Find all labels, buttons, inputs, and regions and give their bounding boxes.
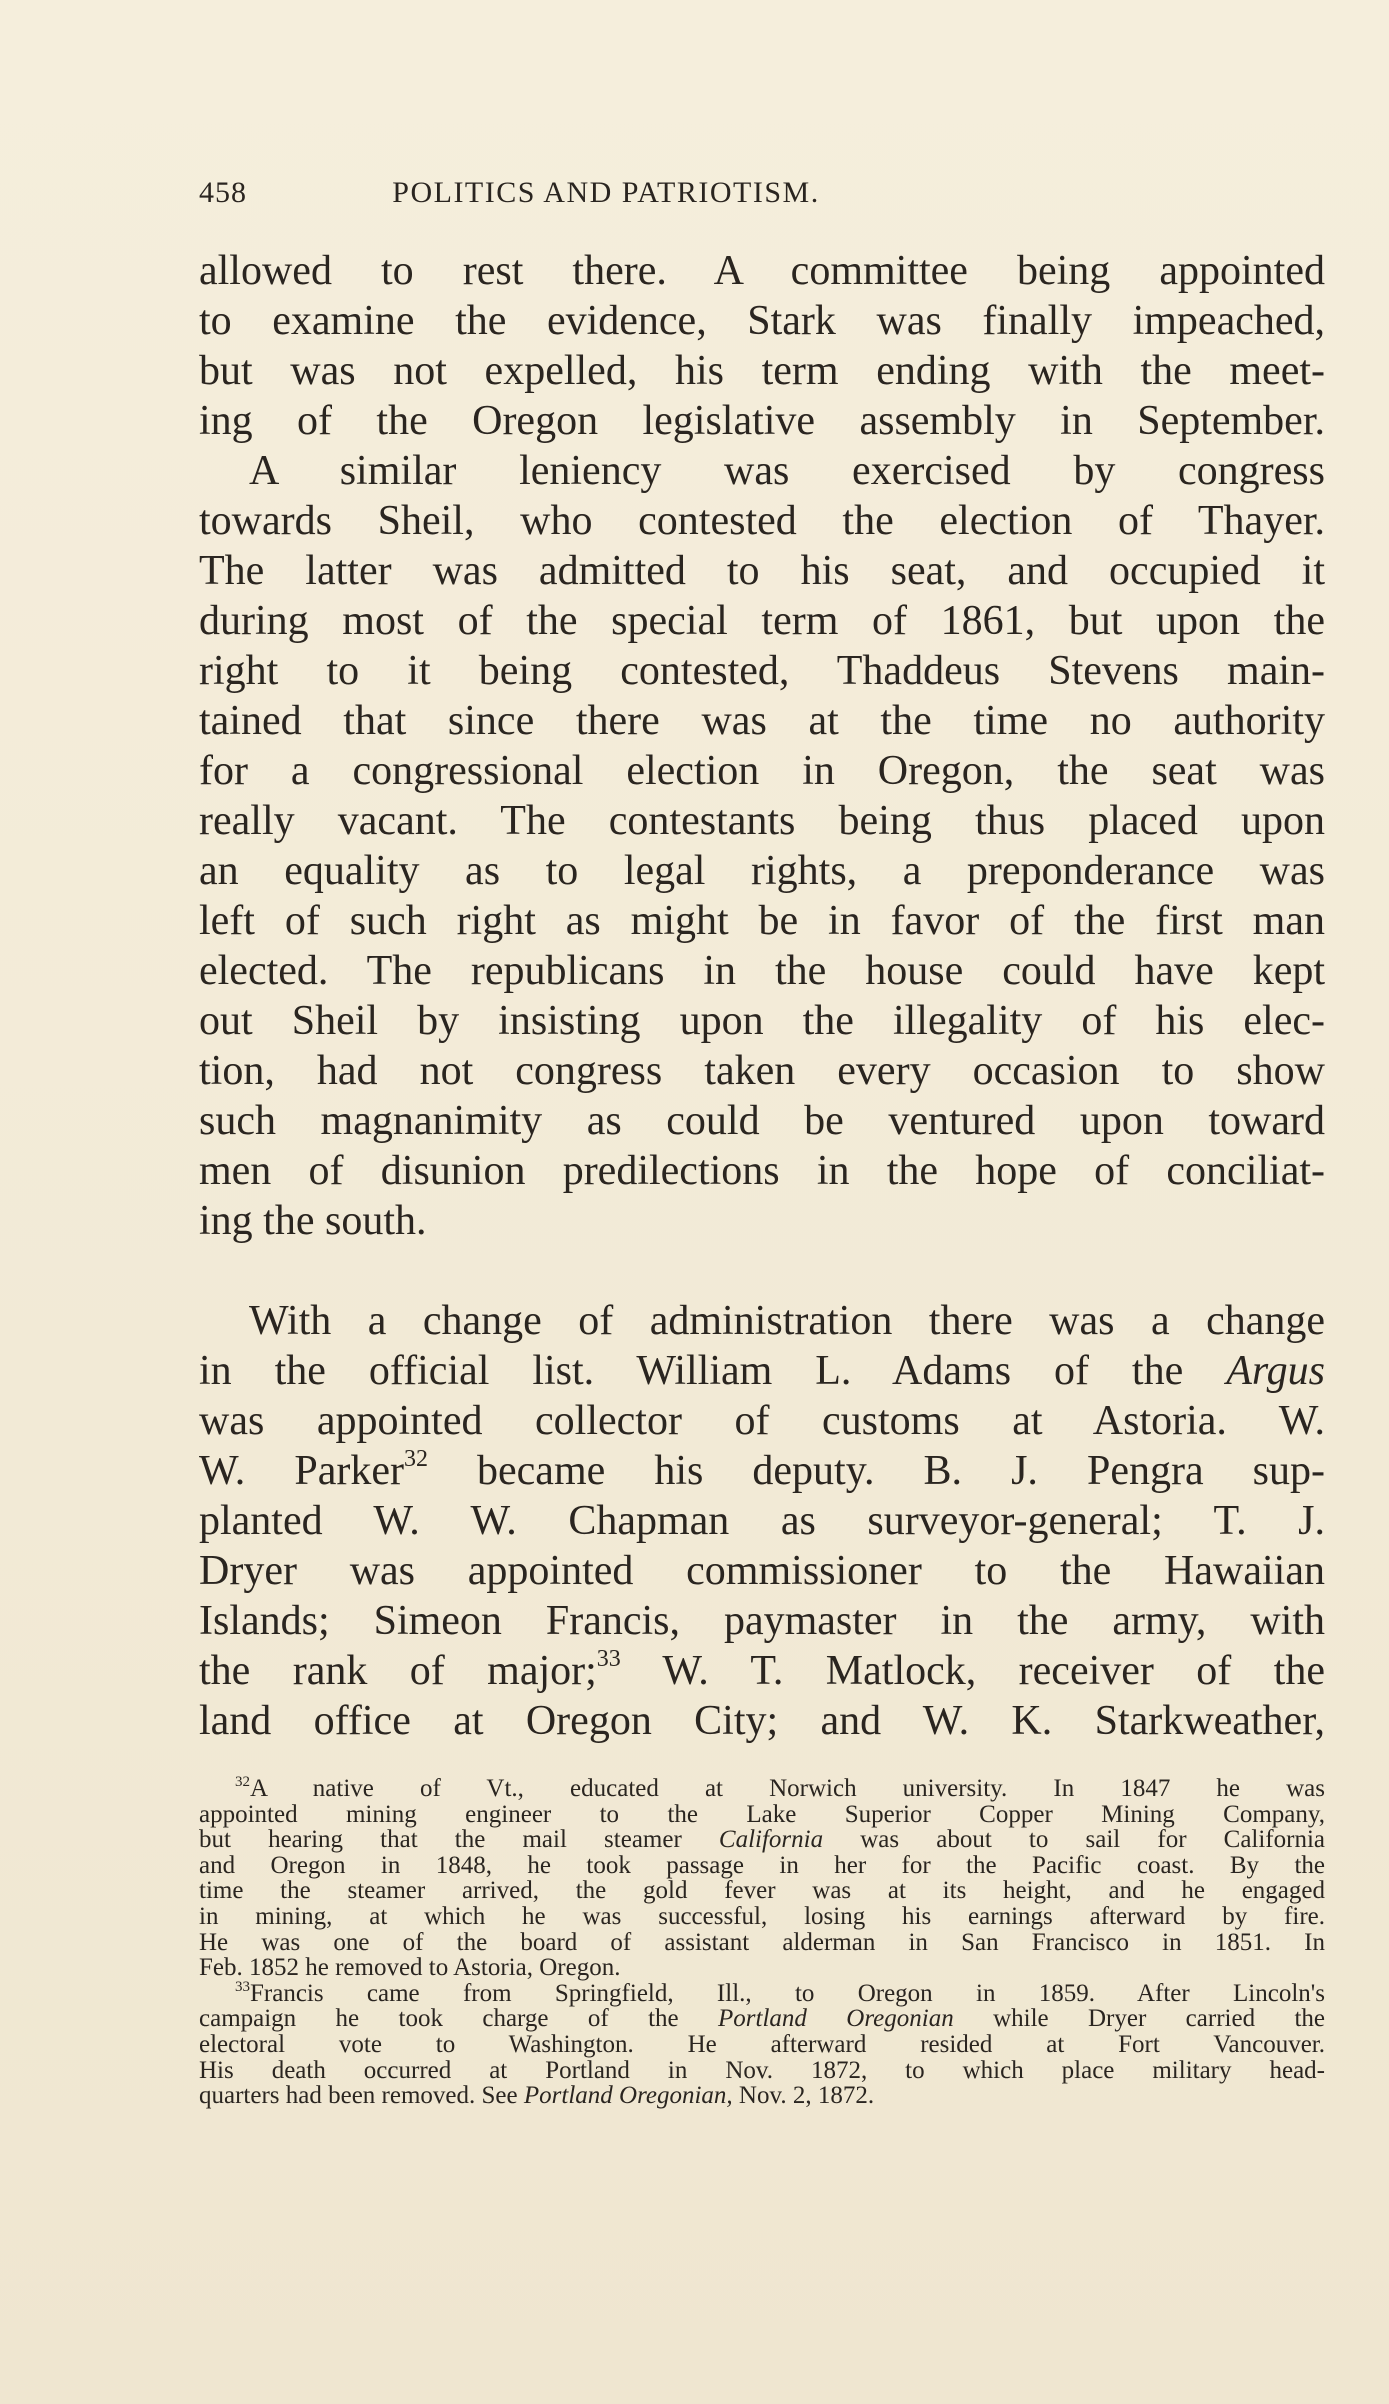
page-header [199, 176, 1013, 220]
footnote-line [199, 1827, 1325, 1853]
paragraph-2 [199, 1296, 1325, 1746]
footnote-line: and Oregon in 1848, he took passage in her for the Pacific coast. By the [199, 1851, 1325, 1879]
text-line: such magnanimity as could be ventured upon toward [199, 1098, 1325, 1144]
paragraph-spacer [199, 1246, 1325, 1296]
text-line [199, 1346, 1325, 1396]
text-run: but hearing that the mail steamer [199, 1826, 719, 1854]
text-line: during most of the special term of 1861, but upon the [199, 598, 1325, 644]
newspaper-title: Portland Oregonian, [523, 2082, 733, 2110]
text-line: planted W. W. Chapman as surveyor-general; T. J. [199, 1498, 1325, 1544]
text-line: Dryer was appointed commissioner to the Hawaiian [199, 1548, 1325, 1594]
text-line [199, 1646, 1325, 1696]
text-line: really vacant. The contestants being thus placed upon [199, 798, 1325, 844]
footnote-line: time the steamer arrived, the gold fever was at its height, and he engaged [199, 1877, 1325, 1905]
text-line: right to it being contested, Thaddeus Stevens main- [199, 648, 1325, 694]
newspaper-title: Argus [1226, 1348, 1325, 1394]
text-line: tained that since there was at the time no authority [199, 698, 1325, 744]
text-line [199, 1446, 1325, 1496]
text-line: Islands; Simeon Francis, paymaster in the army, with [199, 1598, 1325, 1644]
text-run: Francis came from Springfield, Ill., to Oregon in 1859. After Lincoln's [250, 1979, 1325, 2007]
text-line: elected. The republicans in the house could have kept [199, 948, 1325, 994]
footnote-line [199, 1978, 1325, 2007]
text-line: out Sheil by insisting upon the illegality of his elec- [199, 998, 1325, 1044]
footnote-ref-33[interactable]: 33 [596, 1646, 621, 1672]
text-line: allowed to rest there. A committee being appointed [199, 248, 1325, 294]
running-title: POLITICS AND PATRIOTISM. [392, 176, 820, 209]
page-number: 458 [199, 176, 247, 209]
footnote-32 [199, 1776, 1325, 1981]
text-line: towards Sheil, who contested the election of Thayer. [199, 498, 1325, 544]
text-line: ing the south. [199, 1198, 427, 1244]
ship-name: California [718, 1826, 824, 1854]
footnote-line: appointed mining engineer to the Lake Superior Copper Mining Company, [199, 1800, 1325, 1828]
text-run: A native of Vt., educated at Norwich university. In 1847 he was [250, 1775, 1325, 1802]
text-run: W. T. Matlock, receiver of the [620, 1648, 1325, 1694]
main-text [199, 246, 1325, 1746]
text-run: in the official list. William L. Adams of the [199, 1348, 1227, 1394]
footnote-line: He was one of the board of assistant alderman in San Francisco in 1851. In [199, 1928, 1325, 1956]
footnote-marker: 33 [235, 1978, 250, 1995]
text-line: an equality as to legal rights, a preponderance was [199, 848, 1325, 894]
footnote-line: His death occurred at Portland in Nov. 1872, to which place military head- [199, 2056, 1325, 2084]
footnote-line: electoral vote to Washington. He afterward resided at Fort Vancouver. [199, 2030, 1325, 2058]
text-line: men of disunion predilections in the hope of conciliat- [199, 1148, 1325, 1194]
text-line: to examine the evidence, Stark was finally impeached, [199, 298, 1325, 344]
text-line: A similar leniency was exercised by congress [249, 448, 1325, 494]
footnote-line [199, 1776, 1325, 1802]
footnote-line: Feb. 1852 he removed to Astoria, Oregon. [199, 1954, 621, 1982]
footnote-ref-32[interactable]: 32 [403, 1446, 428, 1472]
text-line: left of such right as might be in favor of the first man [199, 898, 1325, 944]
text-line: tion, had not congress taken every occasion to show [199, 1048, 1325, 1094]
text-line: was appointed collector of customs at Astoria. W. [199, 1398, 1325, 1444]
text-line: land office at Oregon City; and W. K. Starkweather, [199, 1698, 1325, 1744]
text-run: quarters had been removed. See [199, 2082, 524, 2110]
text-line: The latter was admitted to his seat, and occupied it [199, 548, 1325, 594]
footnote-marker: 32 [235, 1774, 250, 1790]
text-run: W. Parker [199, 1448, 404, 1494]
text-run: became his deputy. B. J. Pengra sup- [427, 1448, 1326, 1494]
text-run: the rank of major; [199, 1648, 597, 1694]
text-line: for a congressional election in Oregon, the seat was [199, 748, 1325, 794]
text-run: was about to sail for California [823, 1826, 1326, 1854]
footnote-line [199, 2083, 1325, 2109]
footnote-line: in mining, at which he was successful, losing his earnings afterward by fire. [199, 1902, 1325, 1930]
footnotes [199, 1776, 1325, 2109]
text-line: ing of the Oregon legislative assembly in September. [199, 398, 1325, 444]
text-run: campaign he took charge of the [199, 2005, 719, 2033]
footnote-33 [199, 1978, 1325, 2110]
text-run: while Dryer carried the [953, 2005, 1325, 2033]
text-line: With a change of administration there was a change [249, 1298, 1325, 1344]
paragraph-1 [199, 246, 1325, 1246]
text-line: but was not expelled, his term ending with the meet- [199, 348, 1325, 394]
text-run: Nov. 2, 1872. [732, 2082, 875, 2110]
newspaper-title: Portland Oregonian [718, 2005, 954, 2033]
footnote-line [199, 2006, 1325, 2032]
